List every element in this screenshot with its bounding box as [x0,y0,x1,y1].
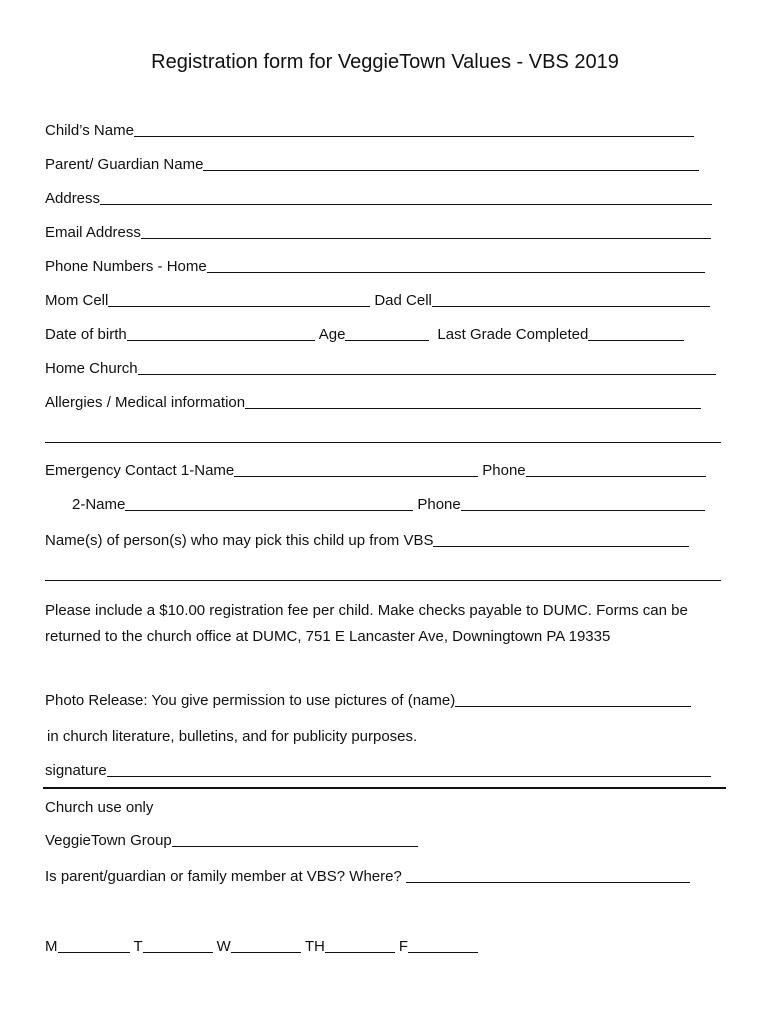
home-phone-label: Phone Numbers - Home [45,258,207,275]
fee-note: Please include a $10.00 registration fee per child. Make checks payable to DUMC. Forms can be returned to the church office at DUMC, 751 E Lancaster Ave, Downingtown PA 19335 [45,602,688,645]
mom-cell-line[interactable] [108,306,370,307]
photo-release-purpose: in church literature, bulletins, and for publicity purposes. [47,728,418,745]
age-label: Age [318,326,346,343]
emergency-contact-2-row [72,492,725,514]
allergies-continuation-line[interactable] [45,442,721,443]
day-monday-line[interactable] [58,952,130,953]
age-line[interactable] [345,340,429,341]
emergency-1-name-label: Emergency Contact 1-Name [45,462,235,479]
home-phone-line[interactable] [207,272,705,273]
photo-release-name-line[interactable] [455,706,691,707]
day-monday-label: M [45,938,58,955]
emergency-2-phone-label: Phone [417,496,461,513]
address-row [45,186,725,208]
emergency-2-phone-line[interactable] [461,510,705,511]
allergies-row [45,390,725,412]
address-line[interactable] [100,204,712,205]
photo-release-label: Photo Release: You give permission to use pictures of (name) [45,692,456,709]
birth-age-row [45,322,725,344]
home-church-row [45,356,725,378]
family-at-vbs-row [45,864,725,886]
veggietown-group-label: VeggieTown Group [45,832,172,849]
veggietown-group-line[interactable] [172,846,418,847]
email-label: Email Address [45,224,141,241]
allergies-line[interactable] [245,408,701,409]
pickup-continuation-row [45,562,725,584]
family-at-vbs-label: Is parent/guardian or family member at VBS? Where? [45,868,402,885]
pickup-line[interactable] [433,546,689,547]
pickup-label: Name(s) of person(s) who may pick this child up from VBS [45,532,434,549]
emergency-1-phone-label: Phone [482,462,526,479]
dad-cell-line[interactable] [432,306,710,307]
last-grade-label: Last Grade Completed [437,326,589,343]
address-label: Address [45,190,101,207]
attendance-days-row [45,934,725,956]
pickup-continuation-line[interactable] [45,580,721,581]
parent-name-line[interactable] [203,170,699,171]
pickup-row [45,528,725,550]
signature-label: signature [45,762,107,779]
day-tuesday-label: T [133,938,143,955]
day-tuesday-line[interactable] [143,952,213,953]
mom-cell-label: Mom Cell [45,292,109,309]
day-friday-line[interactable] [408,952,478,953]
child-name-line[interactable] [134,136,694,137]
email-line[interactable] [141,238,711,239]
emergency-1-phone-line[interactable] [526,476,706,477]
church-use-divider [43,787,726,789]
emergency-2-name-label: 2-Name [72,496,126,513]
day-thursday-label: TH [304,938,325,955]
emergency-contact-1-row [45,458,725,480]
emergency-1-name-line[interactable] [234,476,478,477]
church-use-heading: Church use only [45,799,154,816]
photo-release-row [45,688,725,710]
dob-line[interactable] [127,340,315,341]
child-name-label: Child’s Name [45,122,134,139]
day-wednesday-label: W [216,938,231,955]
day-wednesday-line[interactable] [231,952,301,953]
parent-cell-row [45,288,725,310]
home-church-label: Home Church [45,360,138,377]
home-church-line[interactable] [138,374,716,375]
home-phone-row [45,254,725,276]
form-title: Registration form for VeggieTown Values - VBS 2019 [151,51,619,73]
last-grade-line[interactable] [588,340,684,341]
dob-label: Date of birth [45,326,127,343]
veggietown-group-row [45,828,725,850]
child-name-row [45,118,725,140]
dad-cell-label: Dad Cell [374,292,432,309]
family-at-vbs-line[interactable] [406,882,690,883]
email-row [45,220,725,242]
emergency-2-name-line[interactable] [125,510,413,511]
allergies-label: Allergies / Medical information [45,394,246,411]
day-friday-label: F [398,938,409,955]
allergies-continuation-row [45,424,725,446]
signature-line[interactable] [107,776,711,777]
signature-row [45,758,725,780]
parent-name-row [45,152,725,174]
day-thursday-line[interactable] [325,952,395,953]
parent-name-label: Parent/ Guardian Name [45,156,204,173]
